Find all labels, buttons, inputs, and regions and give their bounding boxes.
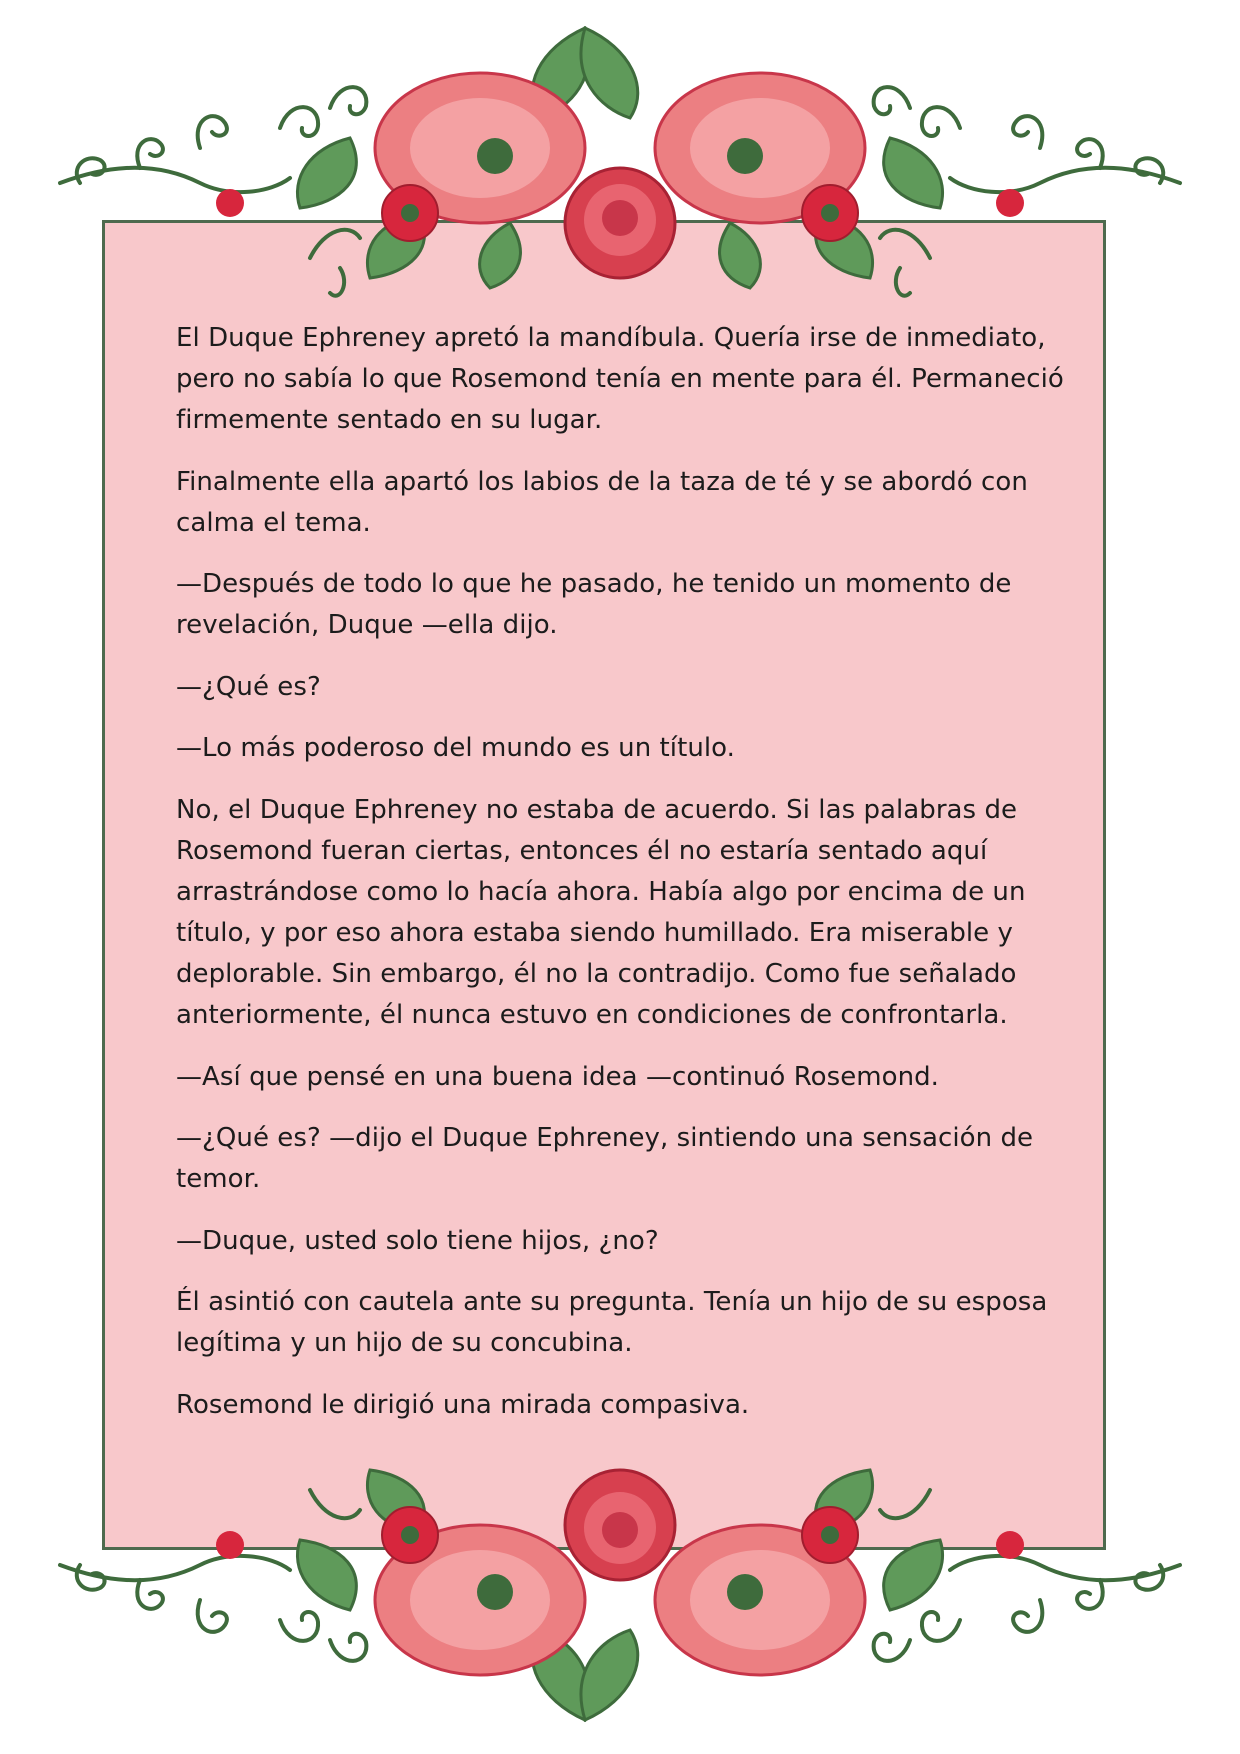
bottom-floral-ornament (40, 1420, 1200, 1740)
paragraph: —¿Qué es? —dijo el Duque Ephreney, sintiendo una sensación de temor. (176, 1123, 1034, 1195)
paragraph: El Duque Ephreney apretó la mandíbula. Quería irse de inmediato, pero no sabía lo que Rosemond tenía en mente para él. Permaneció firmemente sentado en su lugar. (176, 323, 1064, 435)
paragraph: Rosemond le dirigió una mirada compasiva. (176, 1389, 750, 1420)
center-rose (565, 168, 675, 278)
paragraph: —¿Qué es? (176, 671, 321, 702)
paragraph: Él asintió con cautela ante su pregunta. Tenía un hijo de su esposa legítima y un hijo de su concubina. (176, 1287, 1048, 1359)
paragraph: No, el Duque Ephreney no estaba de acuerdo. Si las palabras de Rosemond fueran ciertas, entonces él no estaría sentado aquí arrastrándose como lo hacía ahora. Había algo por encima de un título, y por eso ahora estaba siendo humillado. Era miserable y deplorable. Sin embargo, él no la contradijo. Como fue señalado anteriormente, él nunca estuvo en condiciones de confrontarla. (176, 794, 1026, 1030)
paragraph: —Así que pensé en una buena idea —continuó Rosemond. (176, 1061, 939, 1092)
top-floral-ornament (40, 8, 1200, 328)
paragraph: —Lo más poderoso del mundo es un título. (176, 733, 735, 764)
paragraph: Finalmente ella apartó los labios de la taza de té y se abordó con calma el tema. (176, 466, 1028, 538)
center-rose (565, 1470, 675, 1580)
paragraph: —Duque, usted solo tiene hijos, ¿no? (176, 1225, 659, 1256)
story-text (176, 318, 1076, 1447)
paragraph: —Después de todo lo que he pasado, he tenido un momento de revelación, Duque —ella dijo. (176, 569, 1012, 641)
